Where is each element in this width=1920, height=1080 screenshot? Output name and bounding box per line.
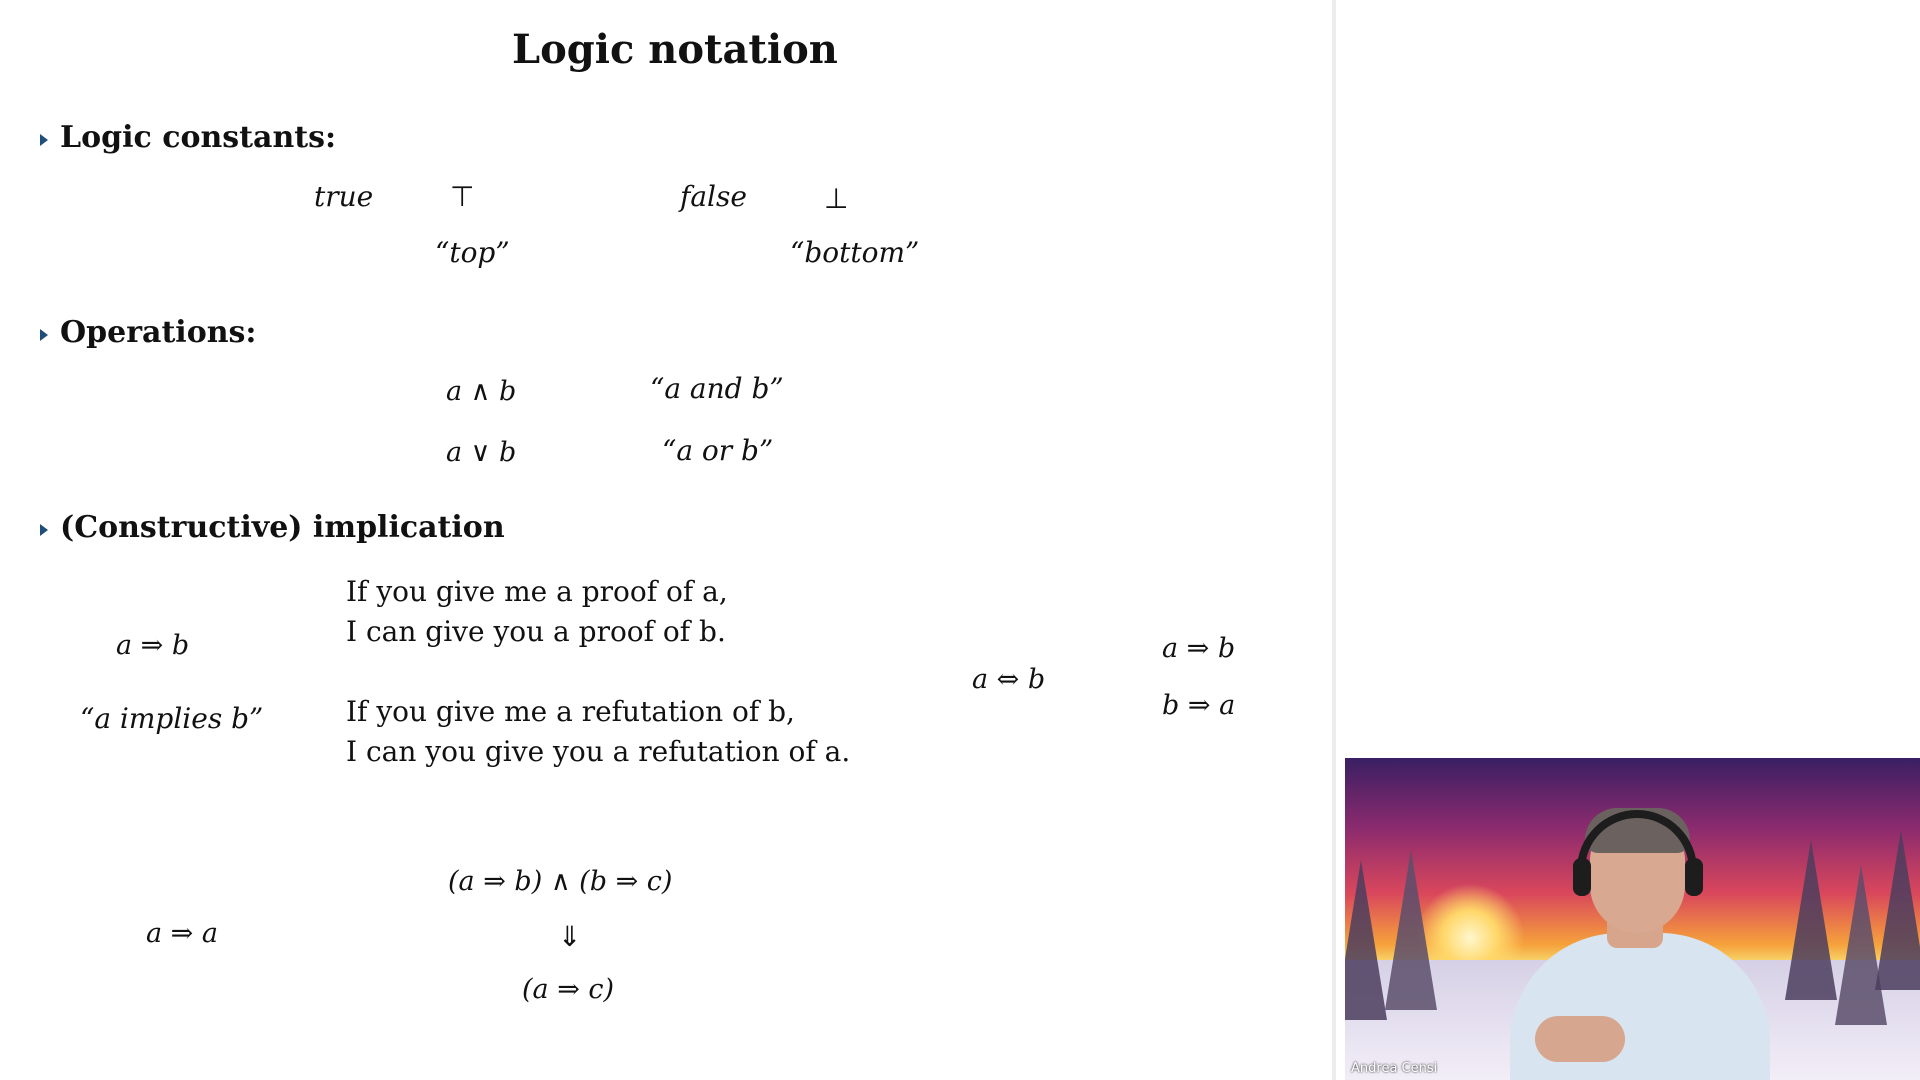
iff-expression: a ⇔ b: [972, 664, 1046, 695]
section-heading-constants: Logic constants:: [60, 120, 337, 155]
transitivity-premise: (a ⇒ b) ∧ (b ⇒ c): [448, 866, 673, 897]
top-symbol: ⊤: [450, 180, 475, 213]
or-reading: “a or b”: [662, 434, 774, 467]
bullet-marker: [40, 524, 48, 536]
iff-forward: a ⇒ b: [1162, 633, 1236, 664]
or-expression: a ∨ b: [446, 437, 517, 468]
bottom-symbol: ⊥: [824, 182, 849, 215]
reflexive-expression: a ⇒ a: [146, 918, 218, 949]
implication-expression: a ⇒ b: [116, 630, 190, 661]
participant-name-label: Andrea Censi: [1351, 1061, 1438, 1076]
transitivity-arrow: ⇓: [558, 920, 582, 953]
background-tree: [1345, 860, 1387, 1020]
section-heading-operations: Operations:: [60, 315, 257, 350]
background-tree: [1785, 840, 1837, 1000]
false-word: false: [680, 180, 747, 213]
and-reading: “a and b”: [650, 372, 784, 405]
headset-earcup-left: [1573, 858, 1591, 896]
bottom-name: “bottom”: [790, 236, 920, 269]
section-heading-implication: (Constructive) implication: [60, 510, 505, 545]
proof-line-1: If you give me a proof of a,: [346, 575, 728, 608]
top-name: “top”: [435, 236, 510, 269]
bullet-marker: [40, 134, 48, 146]
iff-backward: b ⇒ a: [1162, 690, 1236, 721]
proof-line-2: I can give you a proof of b.: [346, 615, 726, 648]
headset-earcup-right: [1685, 858, 1703, 896]
transitivity-conclusion: (a ⇒ c): [522, 974, 615, 1005]
bullet-marker: [40, 329, 48, 341]
implication-reading: “a implies b”: [80, 702, 264, 735]
background-tree: [1385, 850, 1437, 1010]
refutation-line-2: I can you give you a refutation of a.: [346, 735, 851, 768]
true-word: true: [314, 180, 374, 213]
background-tree: [1875, 830, 1920, 990]
participant-hand: [1535, 1016, 1625, 1062]
and-expression: a ∧ b: [446, 376, 517, 407]
webcam-tile[interactable]: [1345, 758, 1920, 1080]
slide-title: Logic notation: [512, 26, 838, 73]
refutation-line-1: If you give me a refutation of b,: [346, 695, 795, 728]
